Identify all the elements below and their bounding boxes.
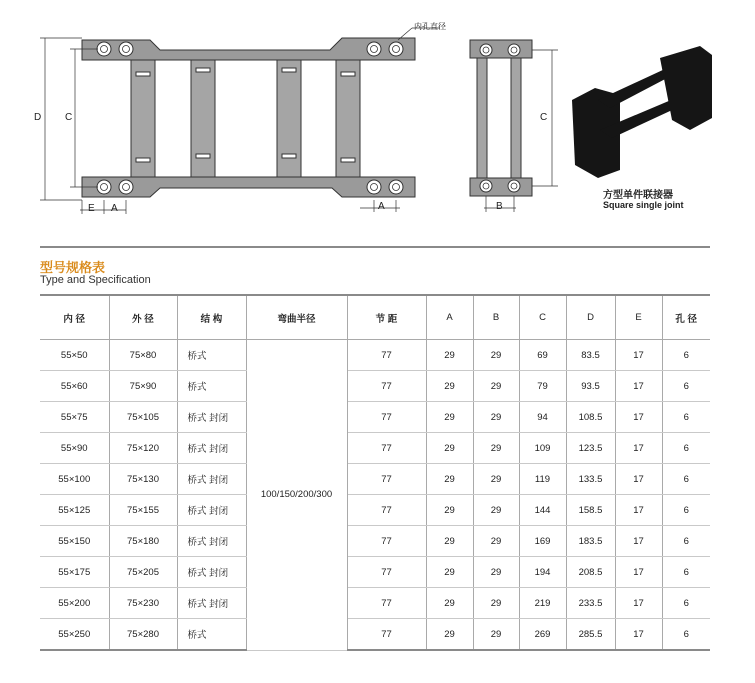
table-cell-a: 29 bbox=[426, 557, 473, 588]
table-cell-hole: 6 bbox=[662, 619, 710, 651]
table-cell-d: 183.5 bbox=[566, 526, 615, 557]
table-cell-pitch: 77 bbox=[347, 464, 426, 495]
side-view bbox=[470, 40, 532, 196]
header-cell: C bbox=[519, 295, 566, 340]
table-row bbox=[40, 588, 710, 619]
table-cell-b: 29 bbox=[473, 464, 519, 495]
table-cell-d: 208.5 bbox=[566, 557, 615, 588]
table-row bbox=[40, 433, 710, 464]
table-row bbox=[40, 526, 710, 557]
table-cell-d: 93.5 bbox=[566, 371, 615, 402]
header-cell: 外 径 bbox=[109, 295, 177, 340]
dim-c-label: C bbox=[65, 112, 73, 123]
table-cell-c: 109 bbox=[519, 433, 566, 464]
table-cell-c: 79 bbox=[519, 371, 566, 402]
table-cell-c: 144 bbox=[519, 495, 566, 526]
table-cell-outer: 75×205 bbox=[109, 557, 177, 588]
header-cell: 弯曲半径 bbox=[246, 295, 347, 340]
header-cell: D bbox=[566, 295, 615, 340]
table-cell-hole: 6 bbox=[662, 557, 710, 588]
table-cell-a: 29 bbox=[426, 340, 473, 371]
table-cell-pitch: 77 bbox=[347, 619, 426, 651]
spec-table-body bbox=[40, 340, 710, 651]
table-cell-pitch: 77 bbox=[347, 433, 426, 464]
table-cell-d: 133.5 bbox=[566, 464, 615, 495]
table-cell-a: 29 bbox=[426, 588, 473, 619]
section-divider bbox=[40, 246, 710, 248]
table-cell-hole: 6 bbox=[662, 402, 710, 433]
table-cell-outer: 75×280 bbox=[109, 619, 177, 651]
table-cell-d: 83.5 bbox=[566, 340, 615, 371]
table-cell-outer: 75×80 bbox=[109, 340, 177, 371]
table-cell-d: 233.5 bbox=[566, 588, 615, 619]
table-cell-outer: 75×105 bbox=[109, 402, 177, 433]
table-cell-structure: 桥式 封闭 bbox=[177, 557, 246, 588]
table-cell-b: 29 bbox=[473, 402, 519, 433]
table-cell-structure: 桥式 bbox=[177, 619, 246, 651]
table-cell-structure: 桥式 封闭 bbox=[177, 433, 246, 464]
table-cell-pitch: 77 bbox=[347, 495, 426, 526]
table-cell-hole: 6 bbox=[662, 464, 710, 495]
table-cell-b: 29 bbox=[473, 340, 519, 371]
technical-drawings bbox=[0, 0, 755, 240]
table-cell-c: 219 bbox=[519, 588, 566, 619]
table-cell-hole: 6 bbox=[662, 371, 710, 402]
table-cell-inner: 55×125 bbox=[40, 495, 109, 526]
table-cell-e: 17 bbox=[615, 619, 662, 651]
header-cell: B bbox=[473, 295, 519, 340]
table-cell-b: 29 bbox=[473, 371, 519, 402]
table-cell-inner: 55×50 bbox=[40, 340, 109, 371]
table-cell-c: 94 bbox=[519, 402, 566, 433]
table-cell-outer: 75×230 bbox=[109, 588, 177, 619]
dim-a-right-label: A bbox=[378, 201, 385, 212]
header-cell: 节 距 bbox=[347, 295, 426, 340]
spec-table bbox=[40, 294, 710, 651]
table-row bbox=[40, 557, 710, 588]
table-cell-hole: 6 bbox=[662, 433, 710, 464]
table-cell-c: 69 bbox=[519, 340, 566, 371]
dim-a-label: A bbox=[111, 203, 118, 214]
table-cell-pitch: 77 bbox=[347, 402, 426, 433]
table-cell-pitch: 77 bbox=[347, 340, 426, 371]
table-cell-hole: 6 bbox=[662, 340, 710, 371]
table-cell-e: 17 bbox=[615, 371, 662, 402]
table-row bbox=[40, 464, 710, 495]
table-cell-d: 158.5 bbox=[566, 495, 615, 526]
table-cell-e: 17 bbox=[615, 464, 662, 495]
table-cell-c: 169 bbox=[519, 526, 566, 557]
square-joint-image bbox=[572, 46, 712, 178]
table-row bbox=[40, 340, 710, 371]
table-cell-e: 17 bbox=[615, 557, 662, 588]
table-cell-e: 17 bbox=[615, 340, 662, 371]
table-cell-c: 194 bbox=[519, 557, 566, 588]
table-cell-a: 29 bbox=[426, 402, 473, 433]
table-cell-structure: 桥式 封闭 bbox=[177, 495, 246, 526]
table-cell-e: 17 bbox=[615, 402, 662, 433]
table-cell-a: 29 bbox=[426, 526, 473, 557]
table-cell-e: 17 bbox=[615, 433, 662, 464]
table-cell-d: 108.5 bbox=[566, 402, 615, 433]
header-row bbox=[40, 295, 710, 340]
table-row bbox=[40, 371, 710, 402]
table-cell-structure: 桥式 bbox=[177, 340, 246, 371]
table-row bbox=[40, 495, 710, 526]
table-cell-inner: 55×60 bbox=[40, 371, 109, 402]
table-cell-b: 29 bbox=[473, 495, 519, 526]
header-cell: A bbox=[426, 295, 473, 340]
table-cell-structure: 桥式 封闭 bbox=[177, 588, 246, 619]
bend-radius-cell: 100/150/200/300 bbox=[246, 340, 347, 651]
table-cell-outer: 75×180 bbox=[109, 526, 177, 557]
table-cell-outer: 75×90 bbox=[109, 371, 177, 402]
table-cell-hole: 6 bbox=[662, 526, 710, 557]
chain-plan-view bbox=[82, 38, 415, 197]
table-cell-inner: 55×175 bbox=[40, 557, 109, 588]
side-dim-c-label: C bbox=[540, 112, 548, 123]
table-cell-b: 29 bbox=[473, 557, 519, 588]
table-cell-b: 29 bbox=[473, 619, 519, 651]
header-cell: 内 径 bbox=[40, 295, 109, 340]
table-cell-a: 29 bbox=[426, 495, 473, 526]
table-cell-structure: 桥式 封闭 bbox=[177, 526, 246, 557]
table-row bbox=[40, 619, 710, 651]
table-cell-pitch: 77 bbox=[347, 557, 426, 588]
table-cell-structure: 桥式 bbox=[177, 371, 246, 402]
table-cell-b: 29 bbox=[473, 433, 519, 464]
section-title-en: Type and Specification bbox=[40, 274, 151, 286]
table-cell-inner: 55×90 bbox=[40, 433, 109, 464]
table-cell-inner: 55×200 bbox=[40, 588, 109, 619]
table-cell-outer: 75×155 bbox=[109, 495, 177, 526]
table-cell-a: 29 bbox=[426, 433, 473, 464]
table-cell-structure: 桥式 封闭 bbox=[177, 464, 246, 495]
dim-e-label: E bbox=[88, 203, 95, 214]
table-cell-inner: 55×250 bbox=[40, 619, 109, 651]
table-cell-a: 29 bbox=[426, 371, 473, 402]
header-cell: E bbox=[615, 295, 662, 340]
table-cell-a: 29 bbox=[426, 619, 473, 651]
table-cell-pitch: 77 bbox=[347, 588, 426, 619]
side-dim-b-label: B bbox=[496, 201, 503, 212]
table-cell-inner: 55×75 bbox=[40, 402, 109, 433]
table-cell-hole: 6 bbox=[662, 588, 710, 619]
joint-caption-en: Square single joint bbox=[603, 200, 684, 210]
table-cell-e: 17 bbox=[615, 588, 662, 619]
spec-table-header bbox=[40, 295, 710, 340]
table-cell-e: 17 bbox=[615, 495, 662, 526]
table-cell-pitch: 77 bbox=[347, 371, 426, 402]
table-cell-inner: 55×150 bbox=[40, 526, 109, 557]
table-cell-e: 17 bbox=[615, 526, 662, 557]
table-cell-d: 123.5 bbox=[566, 433, 615, 464]
table-cell-inner: 55×100 bbox=[40, 464, 109, 495]
table-cell-outer: 75×120 bbox=[109, 433, 177, 464]
table-cell-pitch: 77 bbox=[347, 526, 426, 557]
table-cell-c: 269 bbox=[519, 619, 566, 651]
table-cell-a: 29 bbox=[426, 464, 473, 495]
table-cell-structure: 桥式 封闭 bbox=[177, 402, 246, 433]
table-cell-outer: 75×130 bbox=[109, 464, 177, 495]
header-cell: 孔 径 bbox=[662, 295, 710, 340]
section-title-cn: 型号规格表 bbox=[40, 261, 106, 276]
table-cell-hole: 6 bbox=[662, 495, 710, 526]
table-cell-d: 285.5 bbox=[566, 619, 615, 651]
dim-d-label: D bbox=[34, 112, 42, 123]
joint-caption-cn: 方型单件联接器 bbox=[603, 190, 673, 201]
table-row bbox=[40, 402, 710, 433]
table-cell-b: 29 bbox=[473, 526, 519, 557]
header-cell: 结 构 bbox=[177, 295, 246, 340]
hole-diameter-label: 内孔直径 bbox=[414, 22, 446, 31]
table-cell-b: 29 bbox=[473, 588, 519, 619]
table-cell-c: 119 bbox=[519, 464, 566, 495]
